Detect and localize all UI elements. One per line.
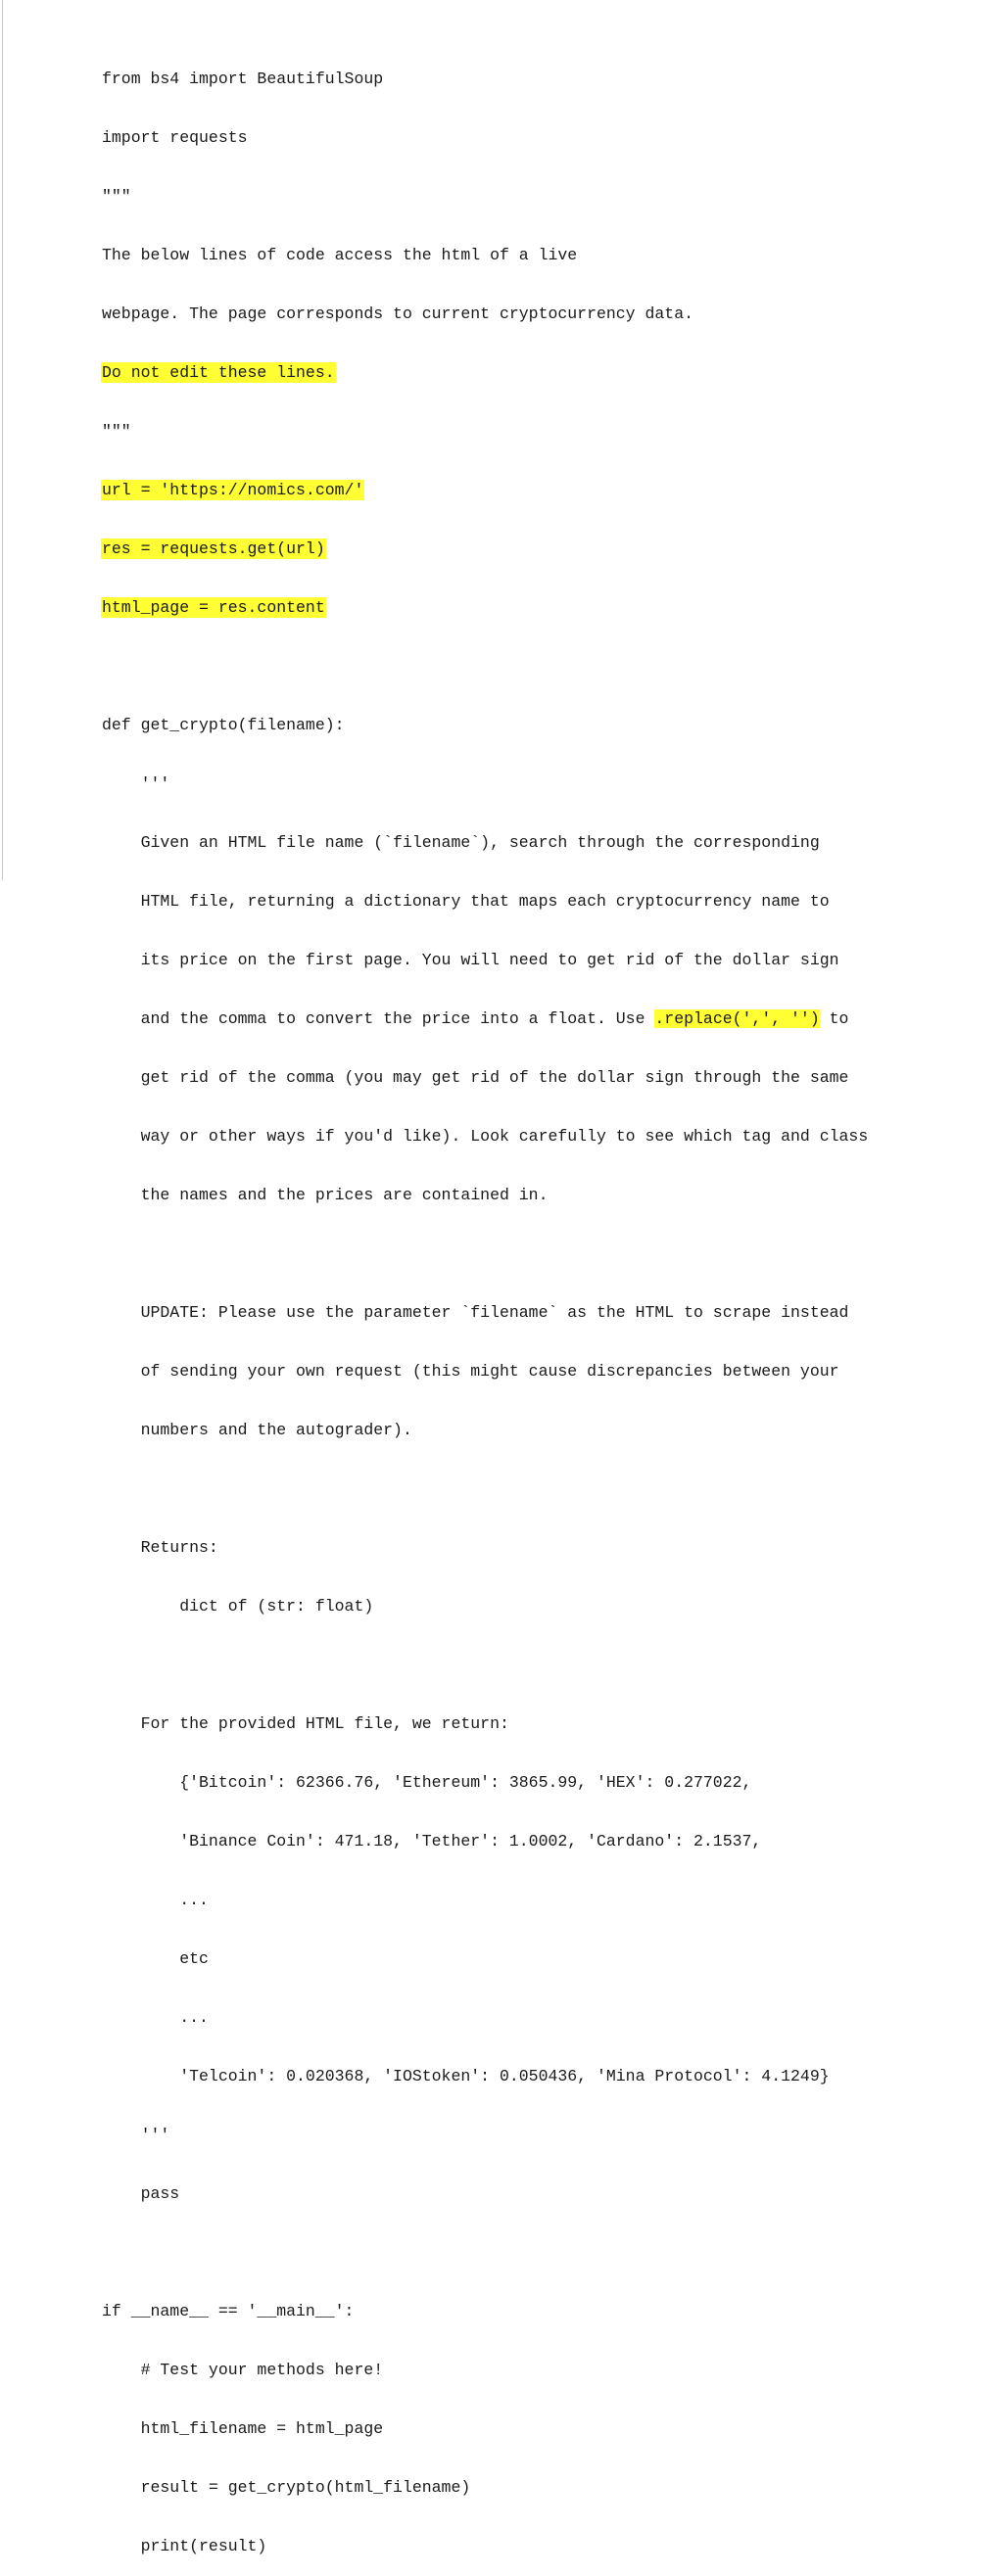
code-line-39: if __name__ == '__main__': [102,2302,355,2320]
code-line-14: Given an HTML file name (`filename`), search through the corresponding [102,833,820,852]
code-line-24: numbers and the autograder). [102,1421,412,1439]
code-line-2: import requests [102,128,248,147]
code-line-6 [102,363,983,383]
code-line-42: result = get_crypto(html_filename) [102,2478,471,2497]
code-line-21 [102,1244,983,1264]
highlighted-replace-snippet: .replace(',', '') [654,1009,820,1028]
code-line-18: get rid of the comma (you may get rid of the dollar sign through the same [102,1068,849,1087]
code-line-20: the names and the prices are contained in. [102,1186,549,1204]
code-line-10 [102,598,983,618]
code-line-3: """ [102,187,131,206]
code-line-19: way or other ways if you'd like). Look carefully to see which tag and class [102,1127,869,1146]
code-line-5: webpage. The page corresponds to current cryptocurrency data. [102,304,693,323]
code-line-15: HTML file, returning a dictionary that maps each cryptocurrency name to [102,892,830,911]
code-line-8 [102,481,983,500]
code-line-41: html_filename = html_page [102,2419,384,2438]
code-line-17-text: and the comma to convert the price into a float. Use [102,1009,655,1028]
code-line-36: ''' [102,2126,170,2144]
highlighted-html-page-line: html_page = res.content [102,598,325,617]
code-line-28 [102,1656,983,1675]
code-line-22: UPDATE: Please use the parameter `filename` as the HTML to scrape instead [102,1303,849,1322]
code-line-30: {'Bitcoin': 62366.76, 'Ethereum': 3865.99, 'HEX': 0.277022, [102,1773,752,1792]
code-line-37: pass [102,2184,180,2203]
highlighted-res-line: res = requests.get(url) [102,539,325,558]
code-line-12: def get_crypto(filename): [102,716,345,734]
code-line-31: 'Binance Coin': 471.18, 'Tether': 1.0002, 'Cardano': 2.1537, [102,1832,762,1850]
code-line-34: ... [102,2008,209,2027]
code-line-16: its price on the first page. You will need to get rid of the dollar sign [102,951,839,969]
code-line-17-suffix: to [819,1009,849,1028]
code-line-25 [102,1479,983,1499]
code-line-11 [102,657,983,677]
code-line-9 [102,539,983,559]
code-line-27: dict of (str: float) [102,1597,374,1616]
code-line-1: from bs4 import BeautifulSoup [102,70,384,88]
code-line-26: Returns: [102,1538,218,1557]
code-line-32: ... [102,1891,209,1909]
highlighted-url-line: url = 'https://nomics.com/' [102,481,364,499]
code-line-29: For the provided HTML file, we return: [102,1714,509,1733]
page-left-border [2,0,3,880]
code-line-7: """ [102,422,131,441]
code-line-38 [102,2243,983,2263]
code-line-23: of sending your own request (this might cause discrepancies between your [102,1362,839,1381]
code-line-17 [102,1009,983,1029]
code-block [102,30,983,2576]
code-line-4: The below lines of code access the html of a live [102,246,578,264]
code-line-33: etc [102,1949,209,1968]
highlighted-warning: Do not edit these lines. [102,363,335,382]
code-line-35: 'Telcoin': 0.020368, 'IOStoken': 0.050436, 'Mina Protocol': 4.1249} [102,2067,830,2085]
code-line-40: # Test your methods here! [102,2361,384,2379]
code-line-43: print(result) [102,2537,267,2555]
code-line-13: ''' [102,774,170,793]
